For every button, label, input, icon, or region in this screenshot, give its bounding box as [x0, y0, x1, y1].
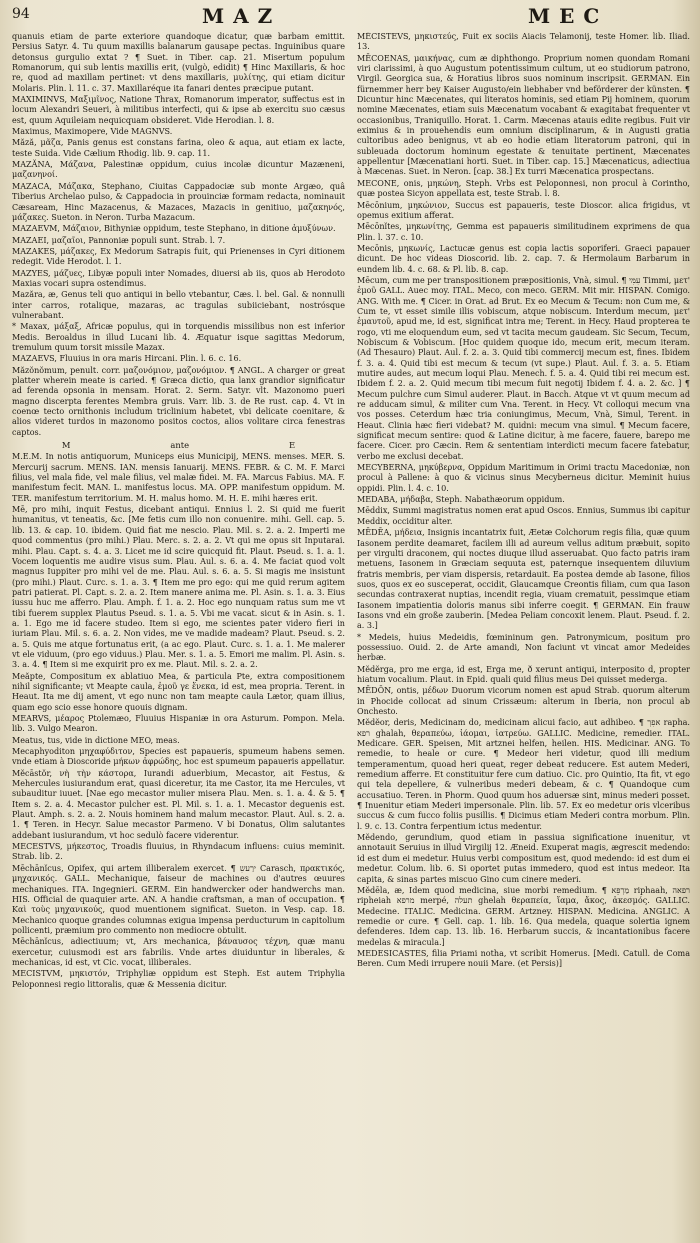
- running-head-left: MAZ: [202, 4, 282, 28]
- dictionary-entry: Mĕdēla, æ, Idem quod medicina, siue morbi remedium. ¶ מַרְפֵּא riphaah, רפאה ripheiah מרפא merpé, תעלה ghelah θεραπεία, ἴαμα, ἄκος, ἀκεσμός. GALLIC. Medecine. ITALIC. Medicina. GERM. Artzney. HISPAN. Medicina. ANGLIC. A remedie or cure. ¶ Gell. cap. 1. lib. 16. Qua medela, quaque solertia ignem defenderes. Idem cap. 13. lib. 16. Herbarum succis, & incantationibus facere medelas & miracula.]: [357, 885, 690, 947]
- dictionary-entry: M.E.M. In notis antiquorum, Municeps eius Municipij, MENS. menses. MER. S. Mercurij sacrum. MENS. IAN. mensis Ianuarij. MENS. FEBR. & C. M. F. Marci filius, vel mala fide, vel male filius, vel malæ fidei. M. FA. Marcus Fabius. MA. F. manifestum fecit. MAN. L. manifestus locus. MA. OPP. manifestum oppidum. M. TER. manifestum territorium. M. H. malus homo. M. H. E. mihi hæres erit.: [12, 452, 345, 503]
- dictionary-entry: Mĕcāstŏr, νὴ τὴν κάστορα, Iurandi aduerbium, Mecastor, ait Festus, & Mehercules iusiurandum erat, quasi diceretur, ita me Castor, ita me Hercules, vt subauditur iuuet. [Nae ego mecastor mulier misera Plau. Men. s. 1. a. 4. & 5. ¶ Item s. 2. a. 4. Mecastor pulcher est. Pl. Mil. s. 1. a. 1. Mecastor deguenis est. Plaut. Amph. s. 2. a. 2. Nouis hominem hand malum mecastor. Plaut. Aul. s. 2. a. 1. ¶ Teren. in Hecyr. Salue mecastor Parmeno. V bi Donatus, Olim salutantes addebant iusiurandum, vt hoc sedulò facere viderentur.: [12, 768, 345, 840]
- dictionary-entry: Maximus, Maximopere, Vide MAGNVS.: [12, 127, 173, 137]
- dictionary-entry: MAZAEVM, Μάζαιον, Bithyniæ oppidum, teste Stephano, in ditione ἀμυξύνων.: [12, 224, 336, 234]
- dictionary-entry: * Medeis, huius Medeidis, fœmininum gen. Patronymicum, positum pro possessiuo. Ouid. 2. de Arte amandi, Non faciunt vt vincat amor Medeides herbæ.: [357, 632, 690, 663]
- dictionary-entry: MECISTVM, μηκιστόν, Triphyliæ oppidum est Steph. Est autem Triphylia Peloponnesi regio littoralis, quæ & Messenia dicitur.: [12, 969, 345, 989]
- dictionary-entry: Meatus, tus, vide in dictione MEO, meas.: [12, 735, 180, 745]
- left-column: [12, 32, 345, 1238]
- dictionary-entry: MAZĂNA, Μάζανα, Palestinæ oppidum, cuius incolæ dicuntur Mazæneni, μαζανηνοί.: [12, 160, 345, 180]
- dictionary-entry: Măzŏnŏmum, penult. corr. μαζονόμιον, μαζονόμιον. ¶ ANGL. A charger or great platter wherein meate is caried. ¶ Græca dictio, qua lanx grandior significatur ad ferenda opsonia in mensam. Horat. 2. Serm. Satyr. vlt. Mazonomo pueri magno discerpta ferentes Membra gruis. Varr. lib. 3. de Re rust. cap. 4. Vt in coenœ tecto ornithonis includum triclinium habetet, vbi delicate coenitare, & alios videret turdos in mazonomo positos coctos, alios volitare circa fenestras captos.: [12, 365, 345, 437]
- dictionary-entry: MAXIMINVS, Μαξιμῖνος, Natione Thrax, Romanorum imperator, suffectus est in locum Alexandri Seueri, à militibus interfecti, qui & ipse ab exercitu suo cæsus est, quum Aquileiam nequicquam obsideret. Vide Herodian. l. 8.: [12, 95, 345, 125]
- dictionary-entry: Mĕdĕrga, pro me erga, id est, Erga me, ð xerunt antiqui, interposito d, propter hiatum vocalium. Plaut. in Epid. quali quid filius meus Dei quisset mederga.: [357, 664, 690, 684]
- dictionary-entry: Mēchānĭcus, Opifex, qui artem illiberalem exercet. ¶ ירַעשִ Carasch, πρακτικός, μηχανικός. GALL. Mechanique, faiseur de machines ou d'autres œuures mechaniques. ITA. Ingegnieri. GERM. Ein handwercker oder handwerchs man. HIS. Official de quaquier arte. AN. A handie craftsman, a man of occupation. ¶ Καὶ τοὺς μηχανικούς, quod muentionem significat. Sueton. in Vesp. cap. 18. Mechanico quoque grandes columnas exigua impensa perducturum in capitolium pollicenti, præmium pro commento non mediocre obtulit.: [12, 863, 345, 935]
- dictionary-entry: quanuis etiam de parte exteriore quandoque dicatur, quæ barbam emittit. Persius Satyr. 4. Tu quum maxillis balanarum gausape pectas. Inguinibus quare detonsus gurgulio extat ? ¶ Suet. in Tiber. cap. 21. Misertum populum Romanorum, qui sub lentis maxillis erit, (vulgò, edidit) ¶ Hinc Maxillaris, & hoc re, quod ad maxillam pertinet: vt dens maxillaris, μυλίτης, qui etiam dicitur Molaris. Plin. l. 11. c. 37. Maxillaréque ita fanari dentes præcipue putant.: [12, 32, 345, 93]
- dictionary-entry: MĒDŌN, ontis, μέδων Duorum vicorum nomen est apud Strab. quorum alterum in Phocide collocat ad sinum Crissæum: alterum in Iberia, non procul ab Onchesto.: [357, 686, 690, 716]
- dictionary-entry: MĒCISTEVS, μηκιστεύς, Fuit ex sociis Aiacis Telamonij, teste Homer. lib. Iliad. 13.: [357, 32, 690, 52]
- running-head-right: MEC: [528, 4, 609, 28]
- dictionary-entry: * Maxax, μάξαξ, Africæ populus, qui in torquendis missilibus non est inferior Medis. Beroaldus in illud Lucani lib. 4. Æquatur isque sagittas Medorum, tremulum quum torsit missile Mazax.: [12, 322, 345, 352]
- dictionary-entry: MAZYES, μάζυες, Libyæ populi inter Nomades, diuersi ab iis, quos ab Herodoto Maxias vocari supra ostendimus.: [12, 268, 345, 288]
- dictionary-entry: MECYBERNA, μηκύβερνα, Oppidum Maritimum in Orimi tractu Macedoniæ, non procul à Pallene: à quo & vicinus sinus Mecyberneus dicitur. Meminit huius oppidi. Plin. l. 4. c. 10.: [357, 463, 690, 493]
- dictionary-entry: Mēchānĭcus, adiectiuum; vt, Ars mechanica, βάναυσος τέχνη, quæ manu exercetur, cuiusmodi est ars fabrilis. Vnde artes diuiduntur in liberales, & mechanicas, id est, vt Cic. vocat, illiberales.: [12, 937, 345, 967]
- dictionary-entry: Măză, μᾶζα, Panis genus est constans farina, oleo & aqua, aut etiam ex lacte, teste Suida. Vide Cælium Rhodig. lib. 9. cap. 11.: [12, 138, 345, 158]
- dictionary-entry: Mazăra, æ, Genus teli quo antiqui in bello vtebantur, Cæs. l. bel. Gal. & nonnulli inter carros, rotalique, mazaras, ac tragulas subiiciebant, nostrósque vulnerabant.: [12, 290, 345, 320]
- text-columns: [12, 32, 690, 1238]
- dictionary-entry: Mēddix, Summi magistratus nomen erat apud Oscos. Ennius, Summus ibi capitur Meddix, occiditur alter.: [357, 506, 690, 526]
- section-divider-right: E: [288, 440, 296, 451]
- right-column: [357, 32, 690, 1238]
- dictionary-entry: Mĕdĕor, deris, Medicinam do, medicinam alicui facio, aut adhibeo. ¶ אפִרְ rapha. רפא ghalah, θεραπεύω, ἰάομαι, ἰατρεύω. GALLIC. Medicine, remedier. ITAL. Medicare. GER. Speisen, Mit artznei helfen, heilen. HIS. Medicinar. ANG. To remedie, to heale or cure. ¶ Medeor heri videtur, quod illi medium temperamentum, quoad heri queat, reger debeat reducere. Est autem Mederi, remedium afferre. Et constituitur fere cum datiuo. Cic. pro Quintio, Ita fit, vt ego qui tela depellere, & vulneribus mederi debeam, & c. ¶ Quandoque cum accusatiuo. Teren. in Phorm. Quod quum hos aduersæ sint, minus mederi posset. ¶ Inuenitur etiam Mederi impersonale. Plin. lib. 57. Ex eo medetur oris vlceribus succus & cum fucco foliis pusillis. ¶ Dicimus etiam Mederi contra morbum. Plin. l. 9. c. 13. Contra ferpentium ictus medentur.: [357, 718, 690, 831]
- dictionary-entry: MĒDĒA, μήδεια, Insignis incantatrix fuit, Æetæ Colchorum regis filia, quæ quum Iasonem perdite deamaret, facilem illi ad aureum vellus aditum præbuit, sopito per virgulti draconem, qui noctes diuque illud asseruabat. Quo facto patris iram metuens, Iasonem in Græciam sequuta est, paternque insequentem diluvium fratris membris, per viam dispersis, retardauit. Ea postea demde ab Iasone, filios suos, quos ex eo susceperat, occidit, Glaucamque Creontis filiam, cum qua Iason secundas contraxerat nuptias, incendit regia, viuam crematuit, pessimque etiam Iasonem impatientia doloris manus sibi inferre coegit. ¶ GERMAN. Ein frauw Iasons vnd ein große zauberin. [Medea Peliam concoxit lenem. Plaut. Pseud. f. 2. a. 3.]: [357, 528, 690, 631]
- dictionary-entry: MAZAEVS, Fluuius in ora maris Hircani. Plin. l. 6. c. 16.: [12, 354, 242, 364]
- dictionary-entry: MEDESICASTES, filia Priami notha, vt scribit Homerus. [Medi. Catull. de Coma Beren. Cum Medi irrupere nouii Mare. (et Persis)]: [357, 948, 690, 969]
- dictionary-entry: MAZAEI, μαζαῖοι, Pannoniæ populi sunt. Strab. l. 7.: [12, 235, 226, 245]
- section-divider-middle: ante: [170, 440, 190, 451]
- dictionary-entry: Mĕdendo, gerundium, quod etiam in passiua significatione inuenitur, vt annotauit Seruius in illud Virgilij 12. Æneid. Exuperat magis, ægrescit medendo: id est dum ei medetur. Huius verbi compositum est, quod medendo: id est dum ei medetur. Colum. lib. 6. Si oportet putas immedero, quod est intus medeor. Ita capita, & sinas partes miscuo Gino cum cinere mederi.: [357, 833, 690, 884]
- dictionary-entry: MEDABA, μήδαβα, Steph. Nabathæorum oppidum.: [357, 495, 565, 505]
- page-header: [12, 6, 690, 30]
- dictionary-entry: Mē, pro mihi, inquit Festus, dicebant antiqui. Ennius l. 2. Si quid me fuerit humanitus, vt teneatis, &c. [Me fetis cum illo non conuenire. mihi. Gell. cap. 5. lib. 13. & cap. 10. ibidem. Quid fiat me nescio. Plau. Mil. s. 2. a. 2. Imperti me quod commentus (pro mihi.) Plau. Merc. s. 2. a. 2. Vt qui me opus sit Inputarai. mihi. Plau. Capt. s. 4. a. 3. Licet me id scire quicquid fit. Plaut. Pseud. s. 1. a. 1. Vocem loquentis me audire visus sum. Plau. Aul. s. 6. a. 4. Me faciat quod volt magnus Iuppiter pro mihi vel de me. Plau. Aul. s. 6. a. 5. Si magis me insistunt (pro mihi.) Plaut. Curc. s. 1. a. 3. ¶ Item me pro ego: qui me quid rerum agitem patri patierat. Pl. Capt. s. 2. a. 2. Item manere anima me. Pl. Asin. s. 1. a. 3. Eius iussu huc me afferro. Plau. Amph. f. 1. a. 2. Hoc ego nunquam ratus sum me vt tibi fuerem supplex Plautus Pseud. s. 1. a. 5. Vbi me vacat. sicut & in Asin. s. 1. a. 1. Ego me id facere studeo. Item si ego, me scientes pater videro fieri in iuriam Plau. Mil. s. 6. a. 2. Non vides, me ve madide madeam? Plaut. Pseud. s. 2. a. 5. Quis me atque fortunatus erit, (a ac ego. Plaut. Curc. s. 1. a. 1. Me malerer vt ele viduum, (pro ego viduus.) Plau. Mer. s. 1. a. 5. Emori me malim. Pl. Asin. s. 3. a. 4. ¶ Item si me exquirit pro ex me. Plaut. Mil. s. 2. a. 2.: [12, 505, 345, 670]
- dictionary-entry: MĒCOENAS, μαικήνας, cum æ diphthongo. Proprium nomen quondam Romani viri clarissimi, à quo Augustum potentissimum cultum, ut eo studiorum patrono, Virgil. Georgica sua, & Horatius libros suos nominum inscripsit. GERMAN. Ein fürnemmer herr bey Kaiser Augusto/ein liebhaber vnd beförderer der künsten. ¶ Dicuntur hinc Mæcenates, qui literatos hominis, sed etiam Pij hominem, quorum nomine Mæcenates, etiam suis Mæcenatum vocabant & exagitabat frequenter vt occasionibus, Traniquillo. Horat. 1. Carm. Mæcenas atauis edite regibus. Fuit vir eximius & in prouehendis eum omnium disciplinarum, & in Augusti gratia cultoribus adeo benignus, vt ab eo hodie etiam literatorum patroni, qui in subleuada doctorum hominum egestate & tenuitate pertinent, Mæcenates appellentur [Mæcenatiani horti. Suet. in Tiber. cap. 15.] Mæcenaticus, adiectiua à Mæcenas. Suet. in Neron. [cap. 38.] Ex turri Mæcenatica prospectans.: [357, 53, 690, 177]
- dictionary-entry: MEARVS, μέαρος Ptolemæo, Fluuius Hispaniæ in ora Asturum. Pompon. Mela. lib. 3. Vulgo Mearon.: [12, 714, 345, 734]
- dictionary-entry: MECESTVS, μήκεστος, Troadis fluuius, in Rhyndacum influens: cuius meminit. Strab. lib. 2.: [12, 842, 345, 862]
- dictionary-entry: Meăpte, Compositum ex ablatiuo Mea, & particula Pte, extra compositionem nihil significante; vt Meapte caula, ἐμοῦ γε ἕνεκα, id est, mea propria. Terent. in Heaut. Ita me dij ament, vt ego nunc non tam meapte caula Lætor, quam illius, quam ego scio esse honore quouis dignam.: [12, 671, 345, 712]
- page-number: 94: [12, 6, 30, 22]
- dictionary-entry: MAZAKES, μάζακες, Ex Medorum Satrapis fuit, qui Prienenses in Cyri ditionem redegit. Vide Herodot. l. 1.: [12, 246, 345, 267]
- dictionary-entry: MECONE, onis, μηκώνη, Steph. Vrbs est Peloponnesi, non procul à Corintho, quæ postea Sicyon appellata est, teste Strab. l. 8.: [357, 178, 690, 199]
- section-divider: [12, 440, 345, 450]
- dictionary-entry: MAZACA, Μάζακα, Stephano, Ciuitas Cappadociæ sub monte Argæo, quâ Tiberius Archelao pulso, & Cappadocia in prouinciæ formam redacta, nominauit Cæsaream, Hinc Mazacenus, & Mazaces, Mazacis in genitiuo, μαζακηνός, μάζακες. Sueton. in Neron. Turba Mazacum.: [12, 181, 345, 222]
- dictionary-entry: Mēcōnium, μηκώνιον, Succus est papaueris, teste Dioscor. alica frigidus, vt opemus exitium afferat.: [357, 200, 690, 220]
- section-divider-left: M: [61, 440, 71, 451]
- dictionary-entry: Mecaphyoditon μηχαφύδιτον, Species est papaueris, spumeum habens semen. vnde etiam à Dioscoride μήκων ἀφρώδης, hoc est spumeum papaueris appellatur.: [12, 747, 345, 767]
- dictionary-entry: Mecōnis, μηκωνίς, Lactucæ genus est copia lactis soporiferi. Graeci papauer dicunt. De hoc videas Dioscorid. lib. 2. cap. 7. & Hermolaum Barbarum in eundem lib. 4. c. 68. & Pl. lib. 8. cap.: [357, 243, 690, 274]
- dictionary-entry: Mēcōnĭtes, μηκωνίτης, Gemma est papaueris similitudinem exprimens de qua Plin. l. 37. c. 10.: [357, 222, 690, 242]
- dictionary-entry: Mēcum, cum me per transpositionem præpositionis, Vnà, simul. ¶ עִמִּי Timmi, μετ' ἐμοῦ GALL. Auec moy. ITAL. Meco, con meco. GERM. Mit mir. HISPAN. Comigo. ANG. With me. ¶ Cicer. in Orat. ad Brut. Ex eo Mecum & Tecum: non Cum me, & Cum te, vt esset simile illis vobiscum, atque nobiscum. Interdum mecum, μετ' ἐμαυτοῦ, apud me, id est, significat intra me; Terent. in Hecy. Haud propterea te rogo, vti me eloquendum eum, sed vt tacita mecum gaudeam. Sic Secum, Tecum, Nobiscum & Vobiscum. [Hoc quidem quoque ido, mecum erit, mecum iteram. (Ad Thesauro) Plaut. Aul. f. 2. a. 3. Quid tibi commercij mecum est, fines. Ibidem f. 3. a. 4. Quid tibi est mecum & tecum (vt supe.) Plaut. Aul. f. 3. a. 5. Etiam mutire audes, aut mecum loqui Plau. Menech. f. 5. a. 4. Quid tibi rei mecum est. Ibidem f. 2. a. 2. Quid mecum tibi mecum fuit negotij Ibidem f. 4. a. 2. &c. ] ¶ Mecum pulchre cum Simul auderer. Plaut. in Bacch. Atque vt vt quum mecum ad re adducam simul, & militer cum Vna. Terent. in Hecy. Vt colloqui mecum vna vos posses. Ceterdum hæc tria coniungimus, Mecum, Vnà, Simul, Terent. in Heaut. Clinia hæc fieri videbat? M. quidni: mecum vna simul. ¶ Mecum facere, significat mecum sentire: quod & Latine dicitur, à me facere, fauere, barepo me facere. Cicer. pro Cæcin. Rem & sententiam interdicti mecum facere fatebatur, verbo me exclusi decebat.: [357, 275, 690, 461]
